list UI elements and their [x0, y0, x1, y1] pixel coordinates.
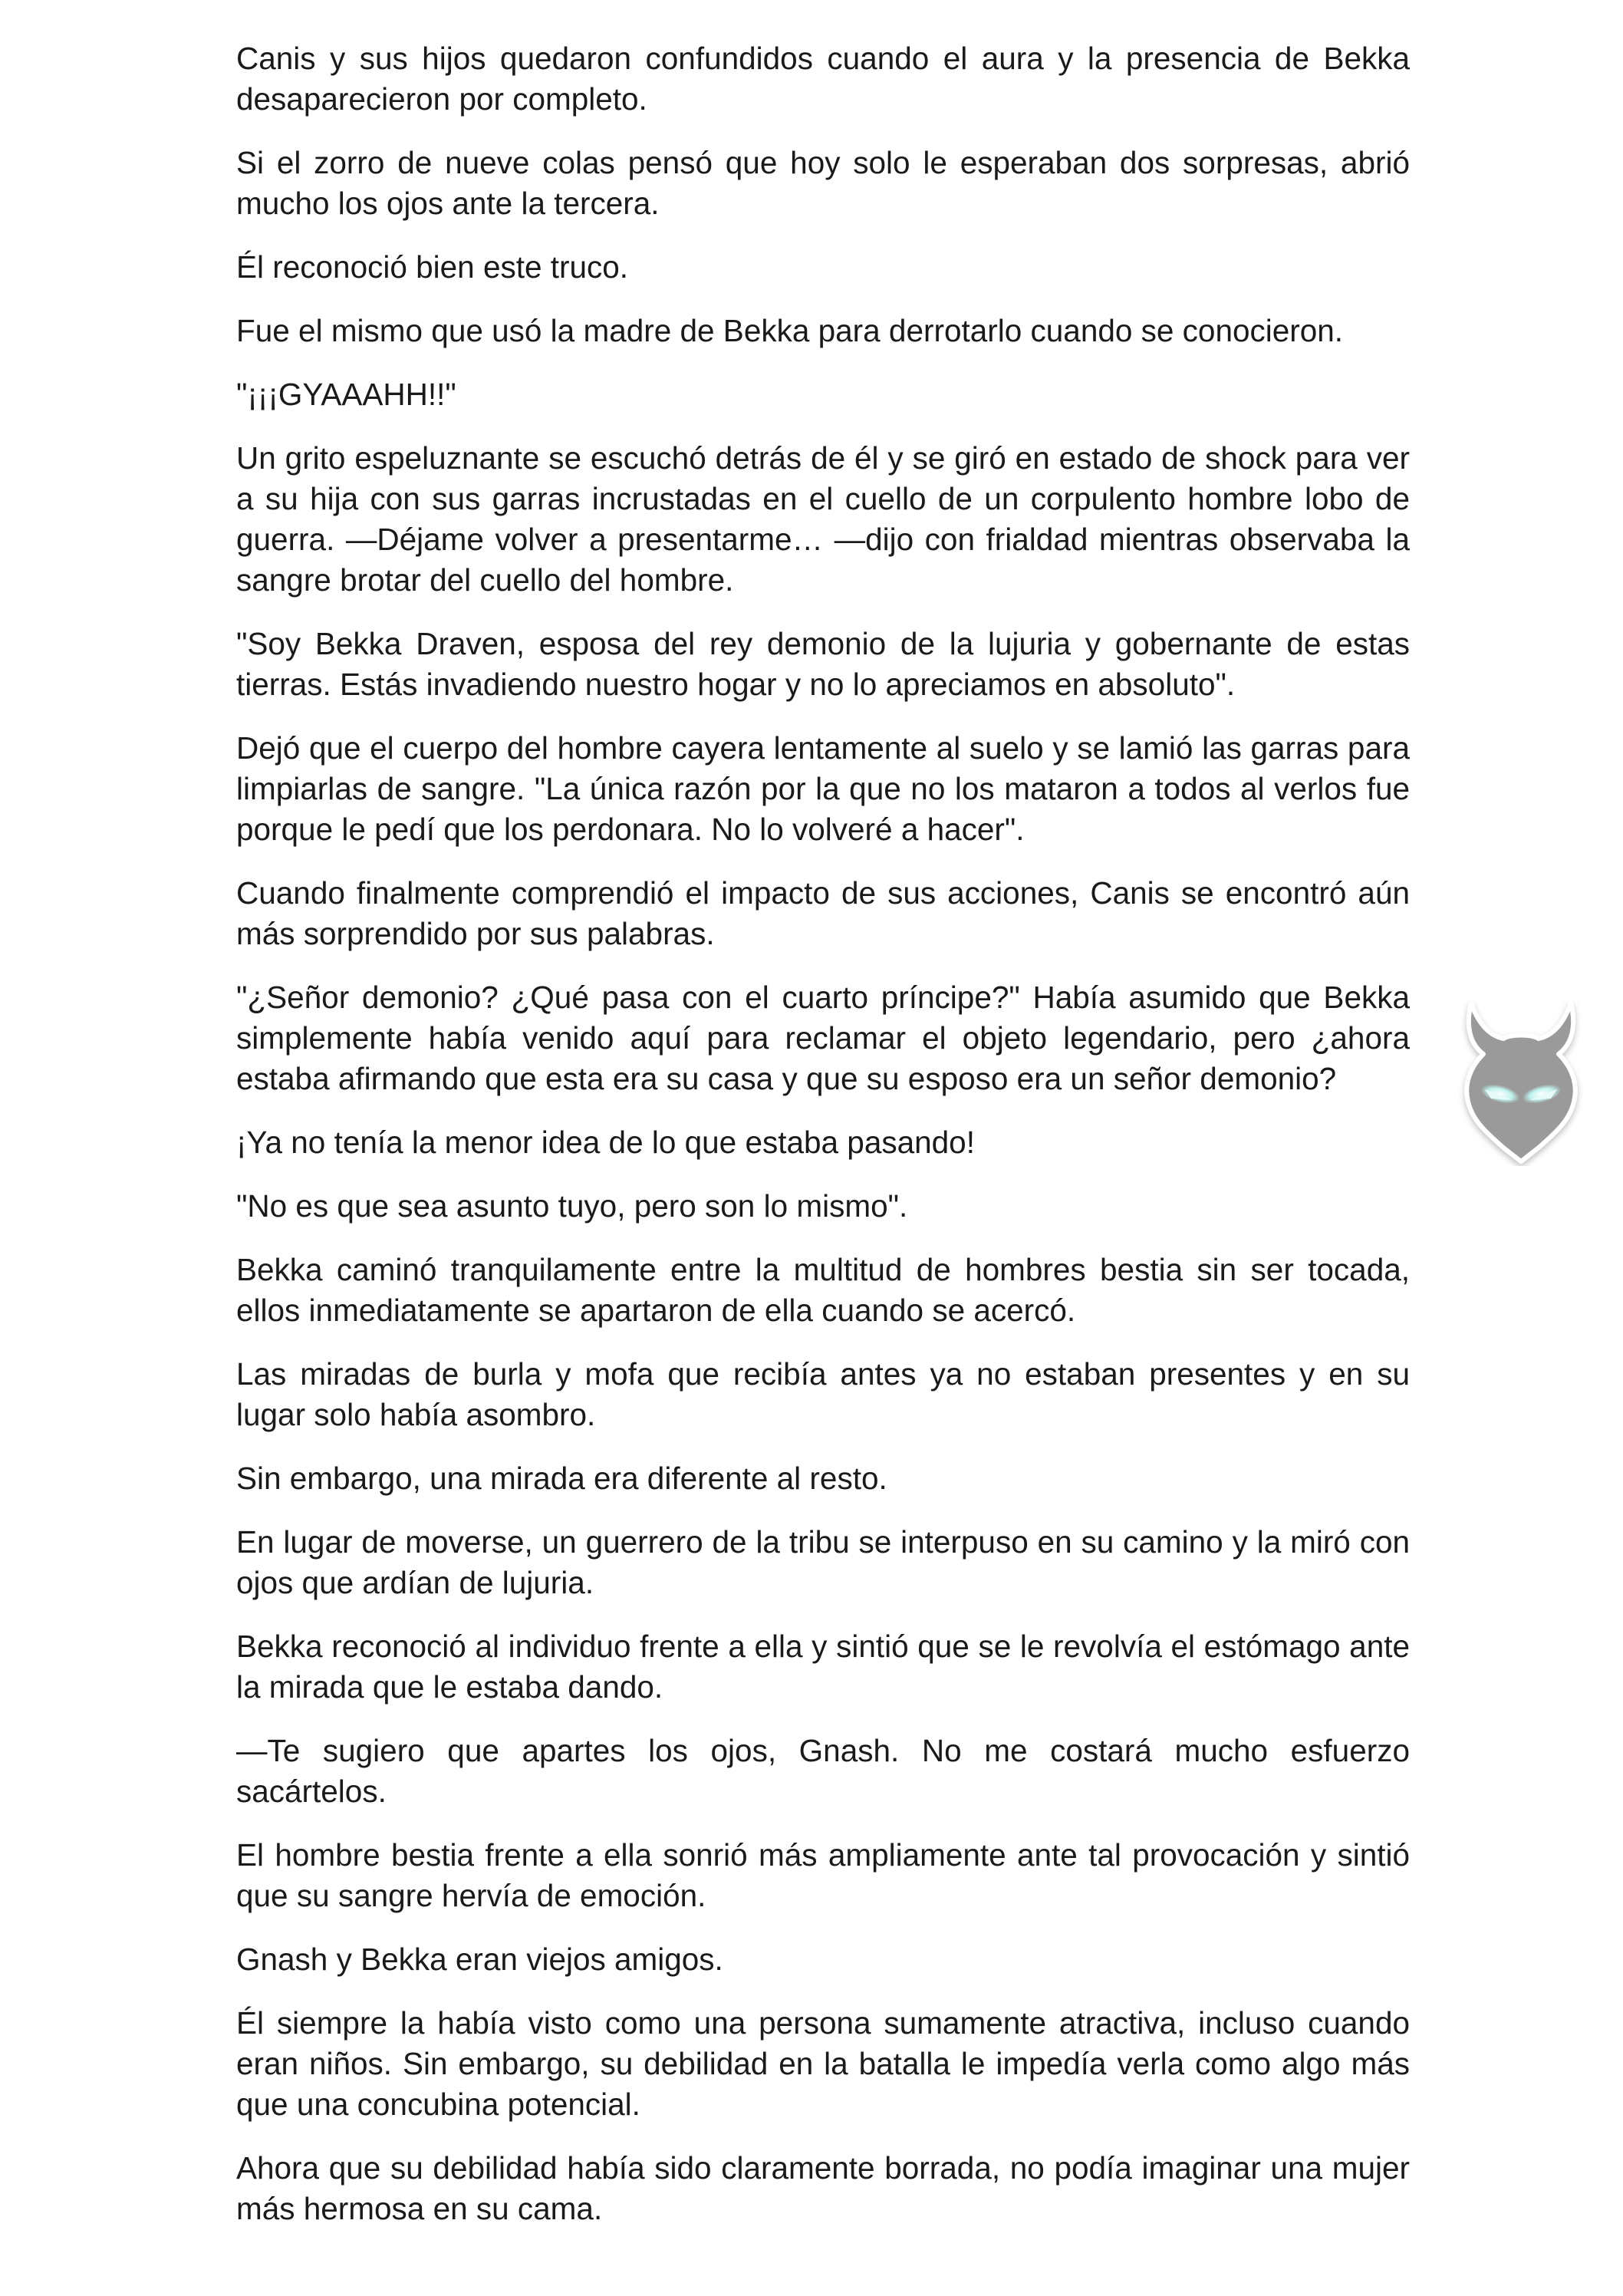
paragraph: Cuando finalmente comprendió el impacto de sus acciones, Canis se encontró aún más sorprendido por sus palabras. — [236, 875, 1410, 951]
paragraph: Bekka reconoció al individuo frente a ella y sintió que se le revolvía el estómago ante la mirada que le estaba dando. — [236, 1629, 1410, 1705]
document-body — [236, 38, 1410, 2252]
paragraph: —Te sugiero que apartes los ojos, Gnash. No me costará mucho esfuerzo sacártelos. — [236, 1733, 1410, 1809]
paragraph: Fue el mismo que usó la madre de Bekka para derrotarlo cuando se conocieron. — [236, 313, 1344, 348]
paragraph: Un grito espeluznante se escuchó detrás de él y se giró en estado de shock para ver a su hija con sus garras incrustadas en el cuello de un corpulento hombre lobo de guerra. —Déjame volver a presentarme… —dijo con frialdad mientras observaba la sangre brotar del cuello del hombre. — [236, 440, 1410, 598]
paragraph: Gnash y Bekka eran viejos amigos. — [236, 1942, 723, 1977]
demon-head-icon — [1448, 997, 1594, 1166]
paragraph: Ahora que su debilidad había sido claramente borrada, no podía imaginar una mujer más hermosa en su cama. — [236, 2150, 1410, 2226]
paragraph: "No es que sea asunto tuyo, pero son lo mismo". — [236, 1188, 908, 1224]
paragraph: Si el zorro de nueve colas pensó que hoy solo le esperaban dos sorpresas, abrió mucho los ojos ante la tercera. — [236, 145, 1410, 221]
paragraph: "¡¡¡GYAAAHH!!" — [236, 377, 456, 412]
paragraph: "¿Señor demonio? ¿Qué pasa con el cuarto príncipe?" Había asumido que Bekka simplemente había venido aquí para reclamar el objeto legendario, pero ¿ahora estaba afirmando que esta era su casa y que su esposo era un señor demonio? — [236, 980, 1410, 1096]
paragraph: Canis y sus hijos quedaron confundidos cuando el aura y la presencia de Bekka desaparecieron por completo. — [236, 41, 1410, 117]
paragraph: Él siempre la había visto como una persona sumamente atractiva, incluso cuando eran niños. Sin embargo, su debilidad en la batalla le impedía verla como algo más que una concubina potencial. — [236, 2005, 1410, 2122]
paragraph: "Soy Bekka Draven, esposa del rey demonio de la lujuria y gobernante de estas tierras. Estás invadiendo nuestro hogar y no lo apreciamos en absoluto". — [236, 626, 1410, 702]
paragraph: Sin embargo, una mirada era diferente al resto. — [236, 1461, 887, 1496]
paragraph: ¡Ya no tenía la menor idea de lo que estaba pasando! — [236, 1125, 975, 1160]
paragraph: En lugar de moverse, un guerrero de la tribu se interpuso en su camino y la miró con ojos que ardían de lujuria. — [236, 1524, 1410, 1600]
paragraph: Las miradas de burla y mofa que recibía antes ya no estaban presentes y en su lugar solo había asombro. — [236, 1356, 1410, 1432]
paragraph: El hombre bestia frente a ella sonrió más ampliamente ante tal provocación y sintió que su sangre hervía de emoción. — [236, 1837, 1410, 1913]
paragraph: Dejó que el cuerpo del hombre cayera lentamente al suelo y se lamió las garras para limpiarlas de sangre. "La única razón por la que no los mataron a todos al verlos fue porque le pedí que los perdonara. No lo volveré a hacer". — [236, 730, 1410, 847]
paragraph: Él reconoció bien este truco. — [236, 249, 629, 285]
paragraph: Bekka caminó tranquilamente entre la multitud de hombres bestia sin ser tocada, ellos inmediatamente se apartaron de ella cuando se acercó. — [236, 1252, 1410, 1328]
